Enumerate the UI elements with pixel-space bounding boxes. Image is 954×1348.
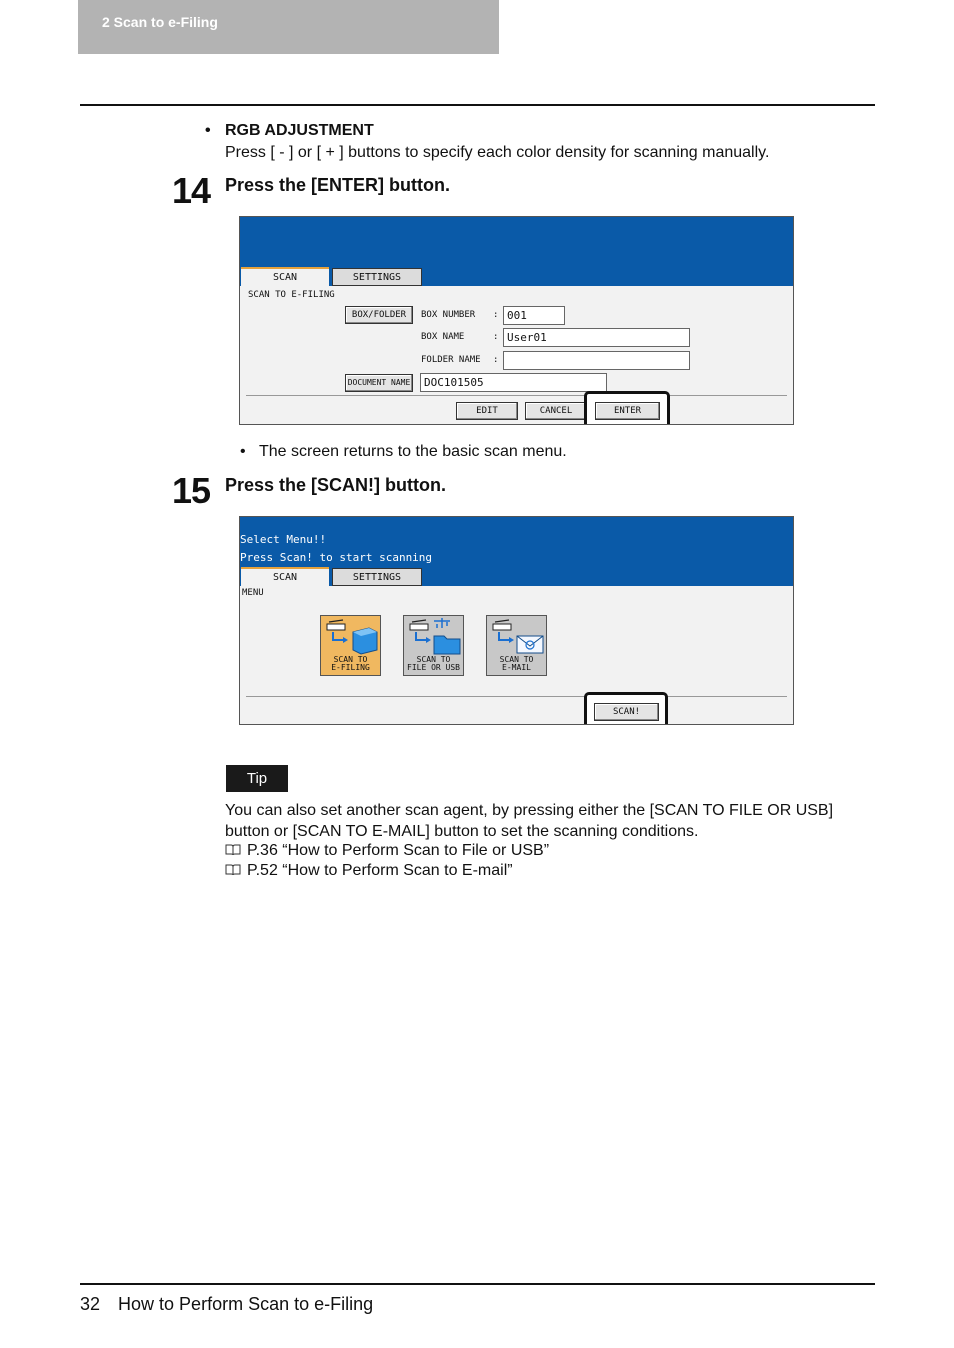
tip-text: You can also set another scan agent, by pressing either the [SCAN TO FILE OR USB] button or [SCAN TO E-MAIL] button to set the scanning conditions. bbox=[225, 802, 834, 840]
scanner-folder-usb-icon bbox=[404, 618, 463, 658]
reference-file-usb[interactable] bbox=[225, 842, 549, 860]
box-number-field[interactable]: 001 bbox=[503, 306, 565, 325]
book-icon bbox=[225, 863, 241, 876]
icon-caption-line2: E-FILING bbox=[331, 663, 370, 672]
book-icon bbox=[225, 843, 241, 856]
box-number-colon: : bbox=[493, 310, 499, 320]
rgb-title: RGB ADJUSTMENT bbox=[225, 122, 374, 139]
step-14-note: • The screen returns to the basic scan menu. bbox=[240, 443, 567, 460]
box-name-label: BOX NAME bbox=[421, 332, 465, 342]
document-name-button[interactable]: DOCUMENT NAME bbox=[345, 374, 413, 392]
scan-menu-screen bbox=[239, 516, 794, 725]
folder-name-colon: : bbox=[493, 355, 499, 365]
scan-efiling-screen bbox=[239, 216, 794, 425]
step-15-number: 15 bbox=[172, 470, 211, 511]
screen-divider bbox=[246, 696, 787, 697]
enter-button[interactable]: ENTER bbox=[595, 402, 660, 420]
icon-caption bbox=[404, 656, 463, 672]
folder-name-label: FOLDER NAME bbox=[421, 355, 481, 365]
scan-to-email-button[interactable] bbox=[486, 615, 547, 676]
reference-email[interactable] bbox=[225, 862, 513, 880]
cancel-button[interactable]: CANCEL bbox=[525, 402, 587, 420]
icon-caption bbox=[321, 656, 380, 672]
step-14-note-text: The screen returns to the basic scan menu. bbox=[259, 443, 567, 460]
rgb-adjustment-heading: • RGB ADJUSTMENT bbox=[205, 122, 374, 139]
section-label: SCAN TO E-FILING bbox=[248, 290, 335, 300]
icon-caption bbox=[487, 656, 546, 672]
box-name-colon: : bbox=[493, 332, 499, 342]
step-14-number: 14 bbox=[172, 170, 211, 211]
tab-scan[interactable]: SCAN bbox=[241, 267, 329, 287]
page-footer bbox=[80, 1294, 373, 1315]
icon-caption-line2: E-MAIL bbox=[502, 663, 531, 672]
footer-rule bbox=[80, 1283, 875, 1285]
folder-name-field[interactable] bbox=[503, 351, 690, 370]
scanner-envelope-icon bbox=[487, 618, 546, 658]
footer-title: How to Perform Scan to e-Filing bbox=[118, 1294, 374, 1314]
icon-caption-line1: SCAN TO bbox=[333, 655, 368, 664]
reference-file-usb-text[interactable]: P.36 “How to Perform Scan to File or USB” bbox=[247, 842, 550, 859]
step-15-title: Press the [SCAN!] button. bbox=[225, 475, 447, 495]
edit-button[interactable]: EDIT bbox=[456, 402, 518, 420]
tip-label: Tip bbox=[226, 765, 288, 792]
rgb-description: Press [ - ] or [ + ] buttons to specify each color density for scanning manually. bbox=[225, 144, 770, 161]
scan-button[interactable]: SCAN! bbox=[594, 703, 659, 721]
screen-divider bbox=[246, 395, 787, 396]
step-14-title: Press the [ENTER] button. bbox=[225, 175, 451, 195]
icon-caption-line2: FILE OR USB bbox=[407, 663, 460, 672]
scanner-box-icon bbox=[321, 618, 380, 658]
scan-to-file-or-usb-button[interactable] bbox=[403, 615, 464, 676]
page-number: 32 bbox=[80, 1294, 101, 1314]
scan-to-efiling-button[interactable] bbox=[320, 615, 381, 676]
tab-settings[interactable]: SETTINGS bbox=[332, 268, 422, 286]
chapter-header bbox=[78, 0, 499, 54]
message-line-2: Press Scan! to start scanning bbox=[240, 551, 433, 564]
chapter-label: 2 Scan to e-Filing bbox=[102, 14, 218, 30]
reference-email-text[interactable]: P.52 “How to Perform Scan to E-mail” bbox=[247, 862, 513, 879]
document-name-field[interactable]: DOC101505 bbox=[420, 373, 607, 392]
top-rule bbox=[80, 104, 875, 106]
box-folder-button[interactable]: BOX/FOLDER bbox=[345, 306, 413, 324]
icon-caption-line1: SCAN TO bbox=[499, 655, 534, 664]
box-name-field[interactable]: User01 bbox=[503, 328, 690, 347]
section-label: MENU bbox=[242, 588, 264, 598]
box-number-label: BOX NUMBER bbox=[421, 310, 476, 320]
message-line-1: Select Menu!! bbox=[240, 533, 327, 546]
icon-caption-line1: SCAN TO bbox=[416, 655, 451, 664]
tab-scan[interactable]: SCAN bbox=[241, 567, 329, 587]
tab-settings[interactable]: SETTINGS bbox=[332, 568, 422, 586]
